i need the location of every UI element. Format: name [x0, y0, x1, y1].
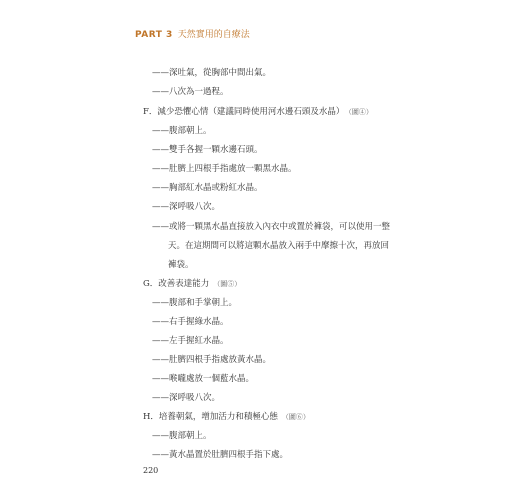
text-line: [152, 126, 212, 136]
text-line: [152, 355, 271, 365]
text-line: [152, 202, 220, 212]
section-heading-text: H．培養朝氣，增加活力和積極心態: [143, 412, 278, 422]
line-text: ——深吐氣，從胸部中間出氣。: [152, 68, 272, 78]
text-line: [152, 222, 390, 232]
text-line: [152, 68, 271, 78]
text-line: [152, 374, 254, 384]
figure-ref: （圖④）: [348, 108, 373, 116]
chapter-title: 天然實用的自療法: [177, 30, 250, 40]
text-line: [152, 317, 229, 327]
line-text: ——腹部朝上。: [152, 431, 212, 441]
text-line: [152, 164, 297, 174]
part-label: PART 3: [135, 30, 173, 40]
line-text: ——喉嚨處放一個藍水晶。: [152, 374, 255, 384]
line-text: ——肚臍四根手指處放黃水晶。: [152, 355, 272, 365]
line-text: ——肚臍上四根手指處放一顆黑水晶。: [152, 164, 297, 174]
text-line: [152, 183, 263, 193]
line-text: ——胸部紅水晶或粉紅水晶。: [152, 183, 263, 193]
text-line: [152, 87, 229, 97]
section-heading-text: F．減少恐懼心情（建議同時使用河水邊石頭及水晶）: [143, 107, 345, 117]
text-line: [152, 336, 229, 346]
text-line: [152, 450, 288, 460]
line-text: 褲袋。: [168, 260, 194, 270]
section-heading-h: [143, 412, 310, 422]
line-text: ——黃水晶置於肚臍四根手指下處。: [152, 450, 289, 460]
line-text: ——左手握紅水晶。: [152, 336, 229, 346]
line-text: ——深呼吸八次。: [152, 202, 221, 212]
section-heading-g: [143, 279, 241, 289]
figure-ref: （圖⑤）: [213, 280, 242, 288]
text-line: [168, 241, 389, 251]
section-heading-text: G．改善表達能力: [143, 279, 210, 289]
running-head: [135, 27, 250, 40]
line-text: ——雙手各握一顆水邊石頭。: [152, 145, 263, 155]
text-line: [152, 431, 212, 441]
text-line: [152, 145, 263, 155]
text-line: [168, 260, 194, 270]
line-text: ——腹部和手掌朝上。: [152, 298, 238, 308]
figure-ref: （圖⑥）: [281, 413, 310, 421]
text-line: [152, 298, 237, 308]
line-text: ——或將一顆黑水晶直接放入內衣中或置於褲袋，可以使用一整: [152, 222, 391, 232]
line-text: 天。在這期間可以將這顆水晶放入兩手中摩擦十次，再放回: [168, 241, 390, 251]
section-heading-f: [143, 107, 373, 117]
line-text: ——右手握綠水晶。: [152, 317, 229, 327]
line-text: ——八次為一過程。: [152, 87, 229, 97]
line-text: ——腹部朝上。: [152, 126, 212, 136]
text-line: [152, 393, 220, 403]
line-text: ——深呼吸八次。: [152, 393, 221, 403]
page-number: 220: [143, 466, 159, 475]
